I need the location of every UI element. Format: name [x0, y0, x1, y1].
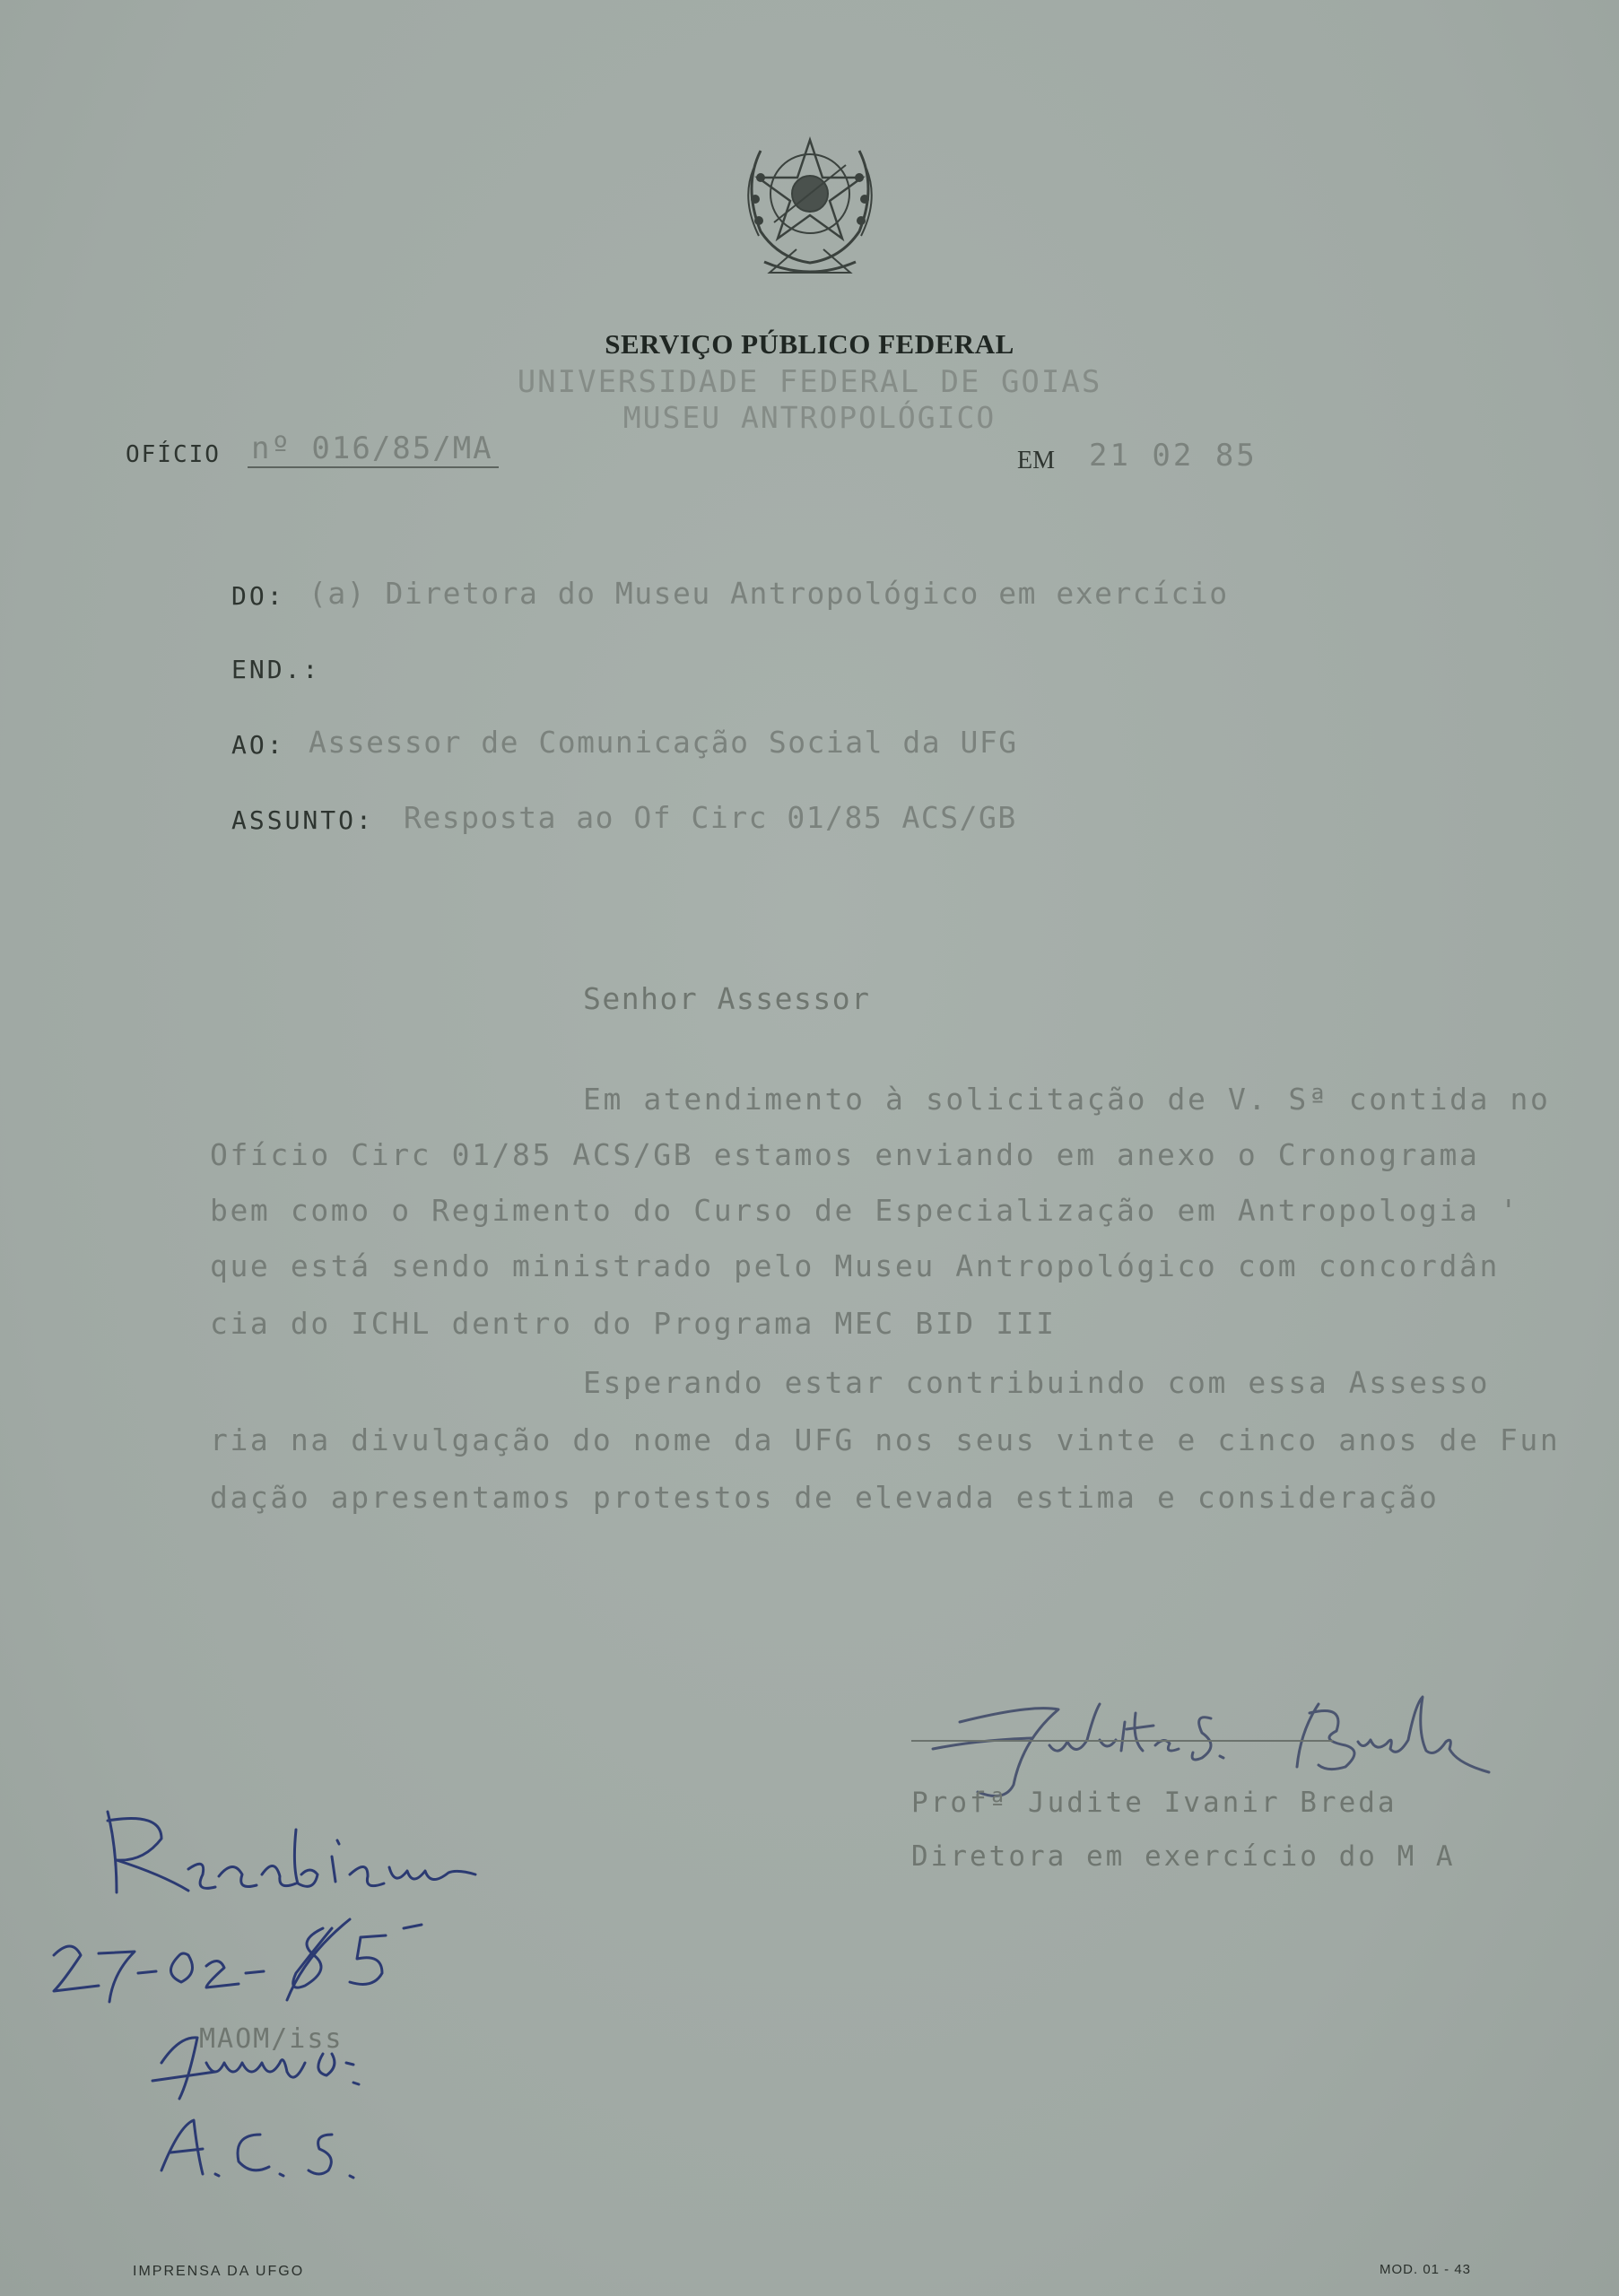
footer-model: MOD. 01 - 43	[1380, 2262, 1472, 2277]
body-line-8: dação apresentamos protestos de elevada estima e consideração	[210, 1480, 1440, 1515]
body-line-7: ria na divulgação do nome da UFG nos seus vinte e cinco anos de Fun	[210, 1422, 1561, 1457]
ao-label: AO:	[231, 730, 285, 760]
footer-printer: IMPRENSA DA UFGO	[133, 2264, 305, 2279]
header-service-title: SERVIÇO PÚBLICO FEDERAL	[605, 328, 1014, 360]
date-value: 21 02 85	[1089, 438, 1258, 474]
do-label: DO:	[231, 581, 285, 611]
header-museum: MUSEU ANTROPOLÓGICO	[622, 400, 997, 435]
body-line-1: Em atendimento à solicitação de V. Sª contida no	[583, 1082, 1551, 1117]
handwritten-signature	[924, 1686, 1498, 1803]
body-line-2: Ofício Circ 01/85 ACS/GB estamos enviando em anexo o Cronograma	[210, 1137, 1480, 1172]
body-line-4: que está sendo ministrado pelo Museu Antropológico com concordân	[210, 1248, 1500, 1283]
assunto-label: ASSUNTO:	[231, 805, 374, 835]
typist-initials: MAOM/iss	[199, 2023, 344, 2055]
coat-of-arms-seal	[734, 115, 886, 280]
assunto-value: Resposta ao Of Circ 01/85 ACS/GB	[404, 800, 1017, 835]
body-line-5: cia do ICHL dentro do Programa MEC BID III	[210, 1306, 1057, 1341]
end-label: END.:	[231, 655, 321, 684]
body-line-3: bem como o Regimento do Curso de Especialização em Antropologia '	[210, 1193, 1520, 1228]
body-line-6: Esperando estar contribuindo com essa Assesso	[583, 1365, 1491, 1400]
salutation: Senhor Assessor	[583, 981, 871, 1016]
signatory-role: Diretora em exercício do M A	[911, 1840, 1456, 1873]
signatory-name: Profª Judite Ivanir Breda	[911, 1787, 1397, 1819]
signature-line	[911, 1740, 1333, 1742]
do-value: (a) Diretora do Museu Antropológico em exercício	[309, 576, 1229, 611]
handwritten-receipt-note	[27, 1794, 565, 2188]
ao-value: Assessor de Comunicação Social da UFG	[309, 725, 1018, 760]
oficio-number: nº 016/85/MA	[248, 430, 499, 468]
oficio-label: OFÍCIO	[126, 441, 221, 468]
header-university: UNIVERSIDADE FEDERAL DE GOIAS	[517, 364, 1102, 400]
date-label: EM	[1017, 447, 1055, 474]
